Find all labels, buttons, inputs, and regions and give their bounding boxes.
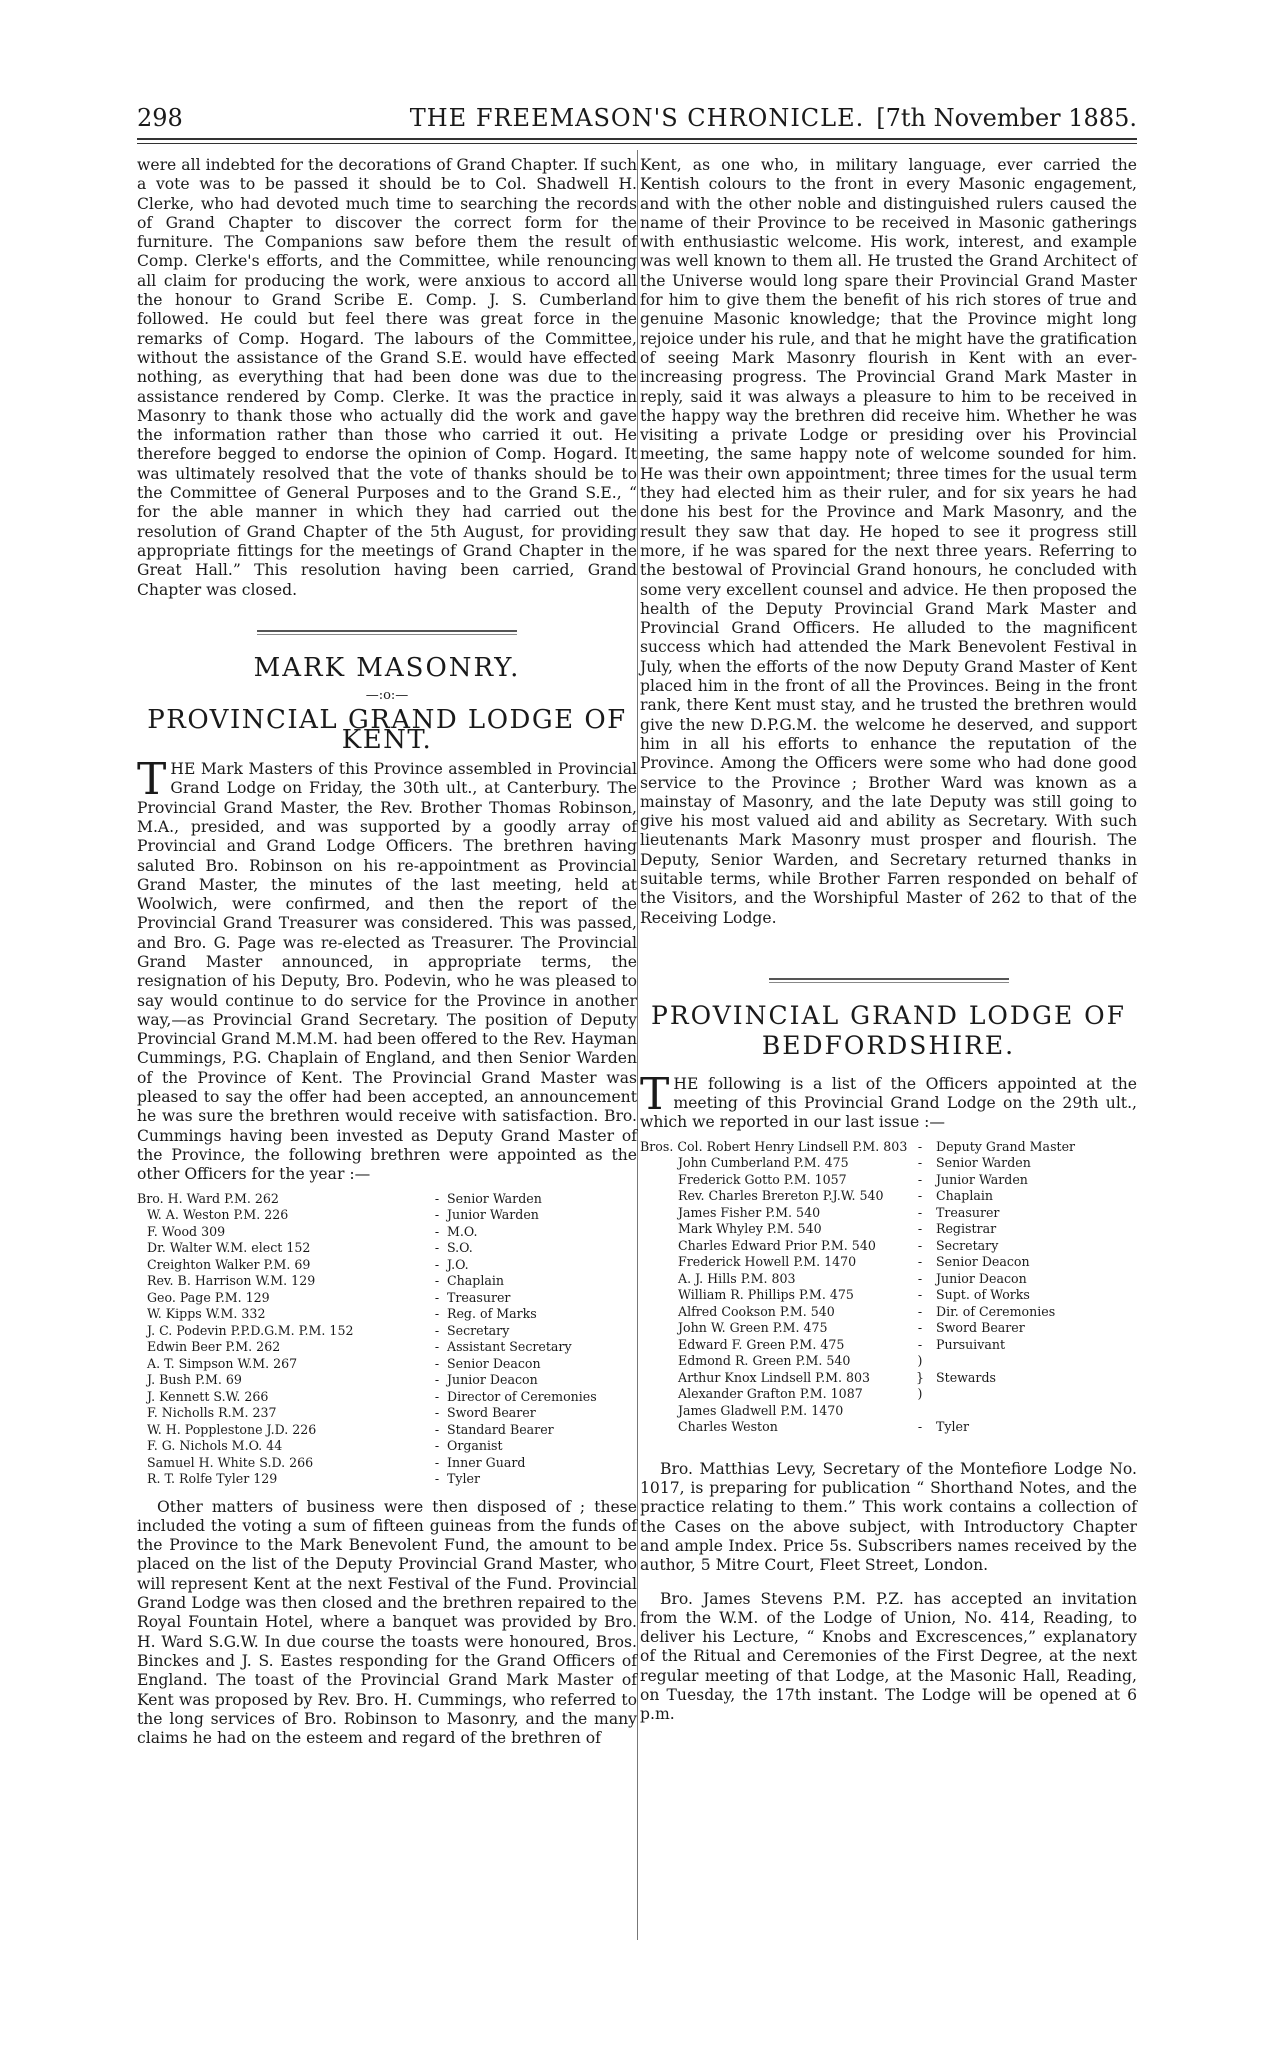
officer-row: Bro. H. Ward P.M. 262 - Senior Warden (137, 1190, 542, 1206)
bedfordshire-heading: PROVINCIAL GRAND LODGE OF BEDFORDSHIRE. (651, 1000, 1126, 1060)
officer-row: Frederick Howell P.M. 1470 - Senior Deacon (678, 1254, 1030, 1270)
bedfordshire-text: HE following is a list of the Officers appointed at the meeting of this Provincial Grand Lodge on the 29th ult., which we reported in our last issue :— (640, 1074, 1137, 1132)
officer-row: Dr. Walter W.M. elect 152 - S.O. (147, 1240, 473, 1256)
grand-chapter-paragraph: were all indebted for the decorations of Grand Chapter. If such a vote was to be passed it should be to Col. Shadwell H. Clerke, who had devoted much time to searching the records of Grand Chapter to discover the correct form for the furniture. The Companions saw before them the result of Comp. Clerke's efforts, and the Committee, while renouncing all claim for producing the work, were anxious to accord all the honour to Grand Scribe E. Comp. J. S. Cumberland followed. He could but feel there was great force in the remarks of Comp. Hogard. The labours of the Committee, without the assistance of the Grand S.E. would have effected nothing, as everything that had been done was due to the assistance rendered by Comp. Clerke. It was the practice in Masonry to thank those who actually did the work and gave the information rather than those who carried it out. He therefore begged to endorse the opinion of Comp. Hogard. It was ultimately resolved that the vote of thanks should be to the Committee of General Purposes and to the Grand S.E., “ for the able manner in which they had carried out the resolution of Grand Chapter of the 5th August, for providing appropriate fittings for the meetings of Grand Chapter in the Great Hall.” This resolution having been carried, Grand Chapter was closed. (137, 156, 637, 599)
officer-row: Alfred Cookson P.M. 540 - Dir. of Ceremonies (678, 1303, 1056, 1319)
officer-row: Mark Whyley P.M. 540 - Registrar (678, 1221, 997, 1237)
drop-cap: T (137, 754, 167, 806)
officer-row: J. C. Podevin P.P.D.G.M. P.M. 152 - Secretary (147, 1322, 510, 1338)
officer-row: William R. Phillips P.M. 475 - Supt. of Works (678, 1287, 1030, 1303)
left-column (137, 156, 637, 1748)
bedfordshire-paragraph (640, 1068, 1137, 1133)
drop-cap: T (640, 1068, 670, 1120)
officer-row: Edwin Beer P.M. 262 - Assistant Secretary (147, 1339, 572, 1355)
officer-row: J. Kennett S.W. 266 - Director of Ceremonies (147, 1388, 597, 1404)
officer-row: John Cumberland P.M. 475 - Senior Warden (678, 1155, 1031, 1171)
officer-row: Charles Edward Prior P.M. 540 - Secretary (678, 1237, 999, 1253)
officer-row: F. G. Nichols M.O. 44 - Organist (147, 1438, 503, 1454)
header-rule (137, 138, 1137, 144)
page-number: 298 (137, 104, 183, 132)
officer-row: J. Bush P.M. 69 - Junior Deacon (147, 1372, 538, 1388)
right-column (640, 156, 1137, 1725)
kent-officers-list (137, 1191, 637, 1488)
officer-row: James Gladwell P.M. 1470 (678, 1402, 844, 1418)
kent-continued-paragraph: Kent, as one who, in military language, ever carried the Kentish colours to the front in every Masonic engagement, and with the other noble and distinguished rulers caused the name of their Province to be received in Masonic gatherings with enthusiastic welcome. His work, interest, and example was well known to them all. He trusted the Grand Architect of the Universe would long spare their Provincial Grand Master for him to give them the benefit of his rich stores of true and genuine Masonic knowledge; that the Province might long rejoice under his rule, and that he might have the gratification of seeing Mark Masonry flourish in Kent with an ever-increasing progress. The Provincial Grand Mark Master in reply, said it was always a pleasure to him to be received in the happy way the brethren did receive him. Whether he was visiting a private Lodge or presiding over his Provincial meeting, the same happy note of welcome sounded for him. He was their own appointment; three times for the usual term they had elected him as their ruler, and for six years he had done his best for the Province and Mark Masonry, and the result they saw that day. He hoped to see it progress still more, if he was spared for the next three years. Referring to the bestowal of Provincial Grand honours, he concluded with some very excellent counsel and advice. He then proposed the health of the Deputy Provincial Grand Mark Master and Provincial Grand Officers. He alluded to the magnificent success which had attended the Mark Benevolent Festival in July, when the efforts of the now Deputy Grand Master of Kent placed him in the front of all the Provinces. Being in the front rank, there Kent must stay, and he trusted the brethren would give the new D.P.G.M. the welcome he deserved, and support him in all his efforts to enhance the reputation of the Province. Among the Officers were some who had done good service to the Province ; Brother Ward was known as a mainstay of Masonry, and the late Deputy was still going to give his most valued aid and ability as Secretary. With such lieutenants Mark Masonry must prosper and flourish. The Deputy, Senior Warden, and Secretary returned thanks in suitable terms, while Brother Farren responded on behalf of the Visitors, and the Worshipful Master of 262 to that of the Receiving Lodge. (640, 156, 1137, 927)
page-header (137, 100, 1137, 140)
officer-row: R. T. Rolfe Tyler 129 - Tyler (147, 1471, 481, 1487)
officer-row: Rev. Charles Brereton P.J.W. 540 - Chaplain (678, 1188, 993, 1204)
banquet-paragraph: Other matters of business were then disposed of ; these included the voting a sum of fifteen guineas from the funds of the Province to the Mark Benevolent Fund, the amount to be placed on the list of the Deputy Provincial Grand Master, who will represent Kent at the next Festival of the Fund. Provincial Grand Lodge was then closed and the brethren repaired to the Royal Fountain Hotel, where a banquet was provided by Bro. H. Ward S.G.W. In due course the toasts were honoured, Bros. Binckes and J. S. Eastes responding for the Grand Officers of England. The toast of the Provincial Grand Mark Master of Kent was proposed by Rev. Bro. H. Cummings, who referred to the long services of Bro. Robinson to Masonry, and the many claims he had on the esteem and regard of the brethren of (137, 1497, 637, 1748)
kent-text: HE Mark Masters of this Province assembled in Provincial Grand Lodge on Friday, the 30th ult., at Canterbury. The Provincial Grand Master, the Rev. Brother Thomas Robinson, M.A., presided, and was supported by a goodly array of Provincial and Grand Lodge Officers. The brethren having saluted Bro. Robinson on his re-appointment as Provincial Grand Master, the minutes of the last meeting, held at Woolwich, were confirmed, and then the report of the Provincial Grand Treasurer was considered. This was passed, and Bro. G. Page was re-elected as Treasurer. The Provincial Grand Master announced, in appropriate terms, the resignation of his Deputy, Bro. Podevin, who he was pleased to say would continue to do service for the Province in another way,—as Provincial Grand Secretary. The position of Deputy Provincial Grand M.M.M. had been offered to the Rev. Hayman Cummings, P.G. Chaplain of England, and then Senior Warden of the Province of Kent. The Provincial Grand Master was pleased to say the offer had been accepted, an announcement he was sure the brethren would receive with satisfaction. Bro. Cummings having been invested as Deputy Grand Master of the Province, the following brethren were appointed as the other Officers for the year :— (137, 760, 637, 1184)
officer-row: Rev. B. Harrison W.M. 129 - Chaplain (147, 1273, 504, 1289)
heading-divider: —:o:— (365, 688, 409, 704)
mark-masonry-heading: MARK MASONRY. (253, 652, 521, 683)
publication-title: THE FREEMASON'S CHRONICLE. (409, 104, 865, 132)
officer-row: F. Nicholls R.M. 237 - Sword Bearer (147, 1405, 536, 1421)
officer-row: A. T. Simpson W.M. 267 - Senior Deacon (147, 1355, 541, 1371)
officer-row: Frederick Gotto P.M. 1057 - Junior Warden (678, 1171, 1028, 1187)
officer-row: Edmond R. Green P.M. 540 ) (678, 1353, 923, 1369)
officer-row: A. J. Hills P.M. 803 - Junior Deacon (678, 1270, 1027, 1286)
officer-row: Samuel H. White S.D. 266 - Inner Guard (147, 1454, 526, 1470)
officer-row: W. Kipps W.M. 332 - Reg. of Marks (147, 1306, 537, 1322)
column-divider (637, 150, 638, 1940)
section-separator (257, 630, 517, 635)
officer-row: Geo. Page P.M. 129 - Treasurer (147, 1289, 511, 1305)
stevens-notice-paragraph: Bro. James Stevens P.M. P.Z. has accepted an invitation from the W.M. of the Lodge of Union, No. 414, Reading, to deliver his Lecture, “ Knobs and Excrescences,” explanatory of the Ritual and Ceremonies of the First Degree, at the next regular meeting of that Lodge, at the Masonic Hall, Reading, on Tuesday, the 17th instant. The Lodge will be opened at 6 p.m. (640, 1589, 1137, 1724)
kent-paragraph (137, 754, 637, 1185)
officer-row: Edward F. Green P.M. 475 - Pursuivant (678, 1336, 1006, 1352)
section-separator (769, 978, 1009, 983)
officer-row: James Fisher P.M. 540 - Treasurer (678, 1204, 1000, 1220)
officer-row: Creighton Walker P.M. 69 - J.O. (147, 1256, 469, 1272)
officer-row: Arthur Knox Lindsell P.M. 803 } Stewards (678, 1369, 996, 1385)
levy-notice-paragraph: Bro. Matthias Levy, Secretary of the Montefiore Lodge No. 1017, is preparing for publication “ Shorthand Notes, and the practice relating to them.” This work contains a collection of the Cases on the above subject, with Introductory Chapter and ample Index. Price 5s. Subscribers names received by the author, 5 Mitre Court, Fleet Street, London. (640, 1459, 1137, 1575)
officer-row: Alexander Grafton P.M. 1087 ) (678, 1386, 923, 1402)
bedfordshire-officers-list (640, 1139, 1137, 1436)
officer-row: W. A. Weston P.M. 226 - Junior Warden (147, 1207, 539, 1223)
kent-heading: PROVINCIAL GRAND LODGE OF KENT. (147, 705, 627, 755)
officer-row: F. Wood 309 - M.O. (147, 1223, 478, 1239)
officer-row: W. H. Popplestone J.D. 226 - Standard Bearer (147, 1421, 554, 1437)
issue-date: [7th November 1885. (876, 104, 1137, 132)
officer-row: Bros. Col. Robert Henry Lindsell P.M. 803 - Deputy Grand Master (640, 1138, 1076, 1154)
officer-row: John W. Green P.M. 475 - Sword Bearer (678, 1320, 1025, 1336)
officer-row: Charles Weston - Tyler (678, 1419, 970, 1435)
